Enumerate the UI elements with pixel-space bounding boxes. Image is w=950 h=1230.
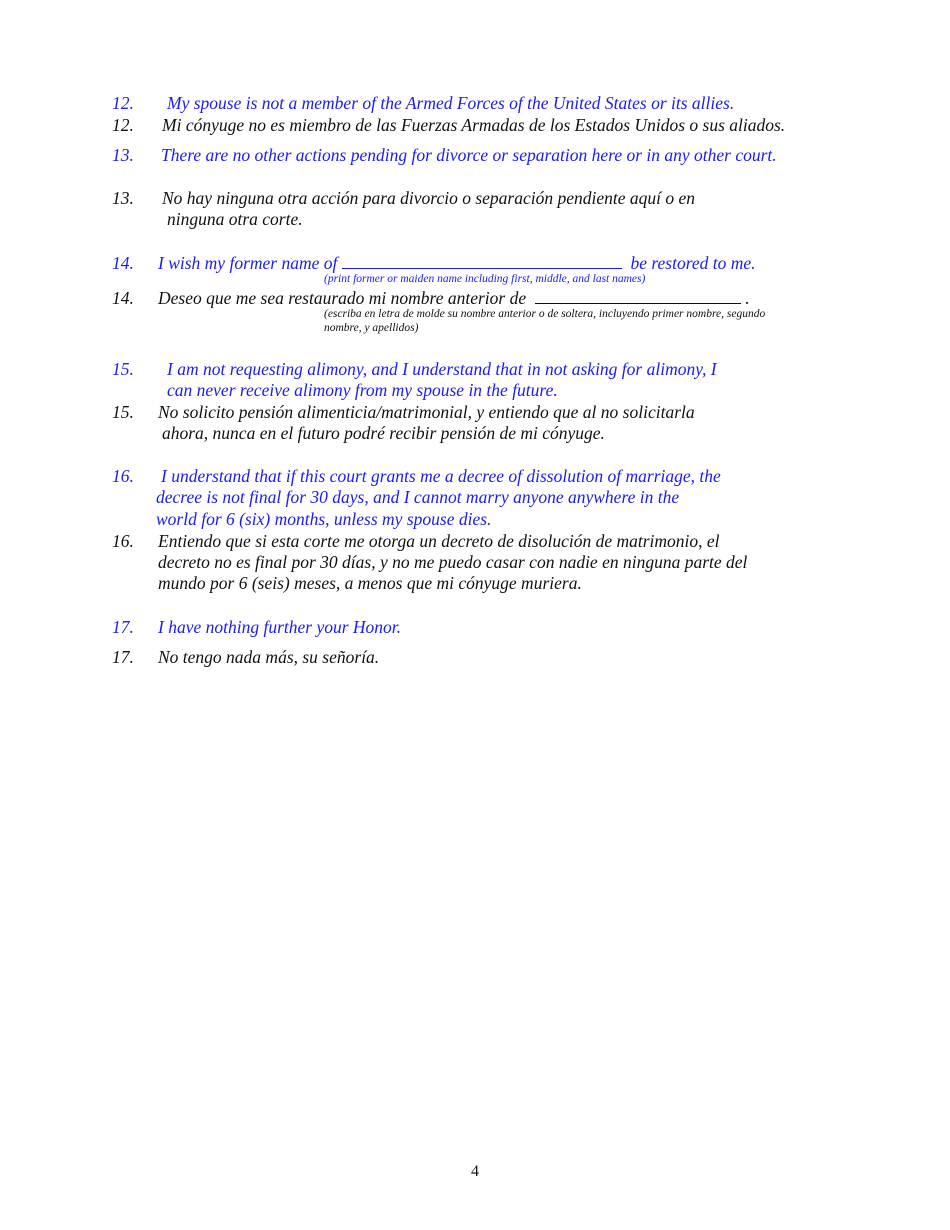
statement-english: I have nothing further your Honor. (158, 617, 402, 637)
item-number: 15. (112, 402, 134, 422)
item-number: 14. (112, 288, 134, 308)
statement-english: There are no other actions pending for divorce or separation here or in any other court. (161, 145, 777, 165)
name-prompt-tail: be restored to me. (630, 253, 756, 273)
item-number: 16. (112, 531, 134, 551)
statement-english: can never receive alimony from my spouse in the future. (167, 380, 558, 400)
statement-english: My spouse is not a member of the Armed Forces of the United States or its allies. (167, 93, 735, 113)
statement-spanish: decreto no es final por 30 días, y no me puedo casar con nadie en ninguna parte del (158, 552, 748, 572)
former-name-blank[interactable] (535, 288, 741, 304)
statement-spanish: Mi cónyuge no es miembro de las Fuerzas Armadas de los Estados Unidos o sus aliados. (162, 115, 786, 135)
statement-spanish: ahora, nunca en el futuro podré recibir pensión de mi cónyuge. (162, 423, 605, 443)
item-number: 17. (112, 617, 134, 637)
field-hint: (print former or maiden name including first, middle, and last names) (324, 273, 646, 285)
item-number: 15. (112, 359, 134, 379)
item-number: 13. (112, 145, 134, 165)
former-name-blank[interactable] (342, 253, 622, 269)
name-prompt-tail: . (745, 288, 750, 308)
statement-spanish: mundo por 6 (seis) meses, a menos que mi cónyuge muriera. (158, 573, 582, 593)
name-prompt: Deseo que me sea restaurado mi nombre anterior de (158, 288, 527, 308)
statement-english (158, 253, 756, 274)
item-number: 16. (112, 466, 134, 486)
item-number: 14. (112, 253, 134, 273)
statement-english: I understand that if this court grants me a decree of dissolution of marriage, the (161, 466, 721, 486)
statement-english: decree is not final for 30 days, and I cannot marry anyone anywhere in the (156, 487, 680, 507)
statement-spanish: No solicito pensión alimenticia/matrimonial, y entiendo que al no solicitarla (158, 402, 695, 422)
statement-spanish: No tengo nada más, su señoría. (158, 647, 380, 667)
field-hint: (escriba en letra de molde su nombre anterior o de soltera, incluyendo primer nombre, segundo (324, 308, 766, 320)
item-number: 12. (112, 93, 134, 113)
statement-english: I am not requesting alimony, and I understand that in not asking for alimony, I (167, 359, 717, 379)
name-prompt: I wish my former name of (158, 253, 338, 273)
item-number: 13. (112, 188, 134, 208)
statement-spanish: No hay ninguna otra acción para divorcio o separación pendiente aquí o en (162, 188, 696, 208)
statement-spanish (158, 288, 750, 309)
item-number: 17. (112, 647, 134, 667)
item-number: 12. (112, 115, 134, 135)
page-number: 4 (471, 1163, 479, 1180)
field-hint: nombre, y apellidos) (324, 322, 419, 334)
statement-spanish: ninguna otra corte. (167, 209, 303, 229)
statement-spanish: Entiendo que si esta corte me otorga un decreto de disolución de matrimonio, el (158, 531, 720, 551)
statement-english: world for 6 (six) months, unless my spouse dies. (156, 509, 492, 529)
